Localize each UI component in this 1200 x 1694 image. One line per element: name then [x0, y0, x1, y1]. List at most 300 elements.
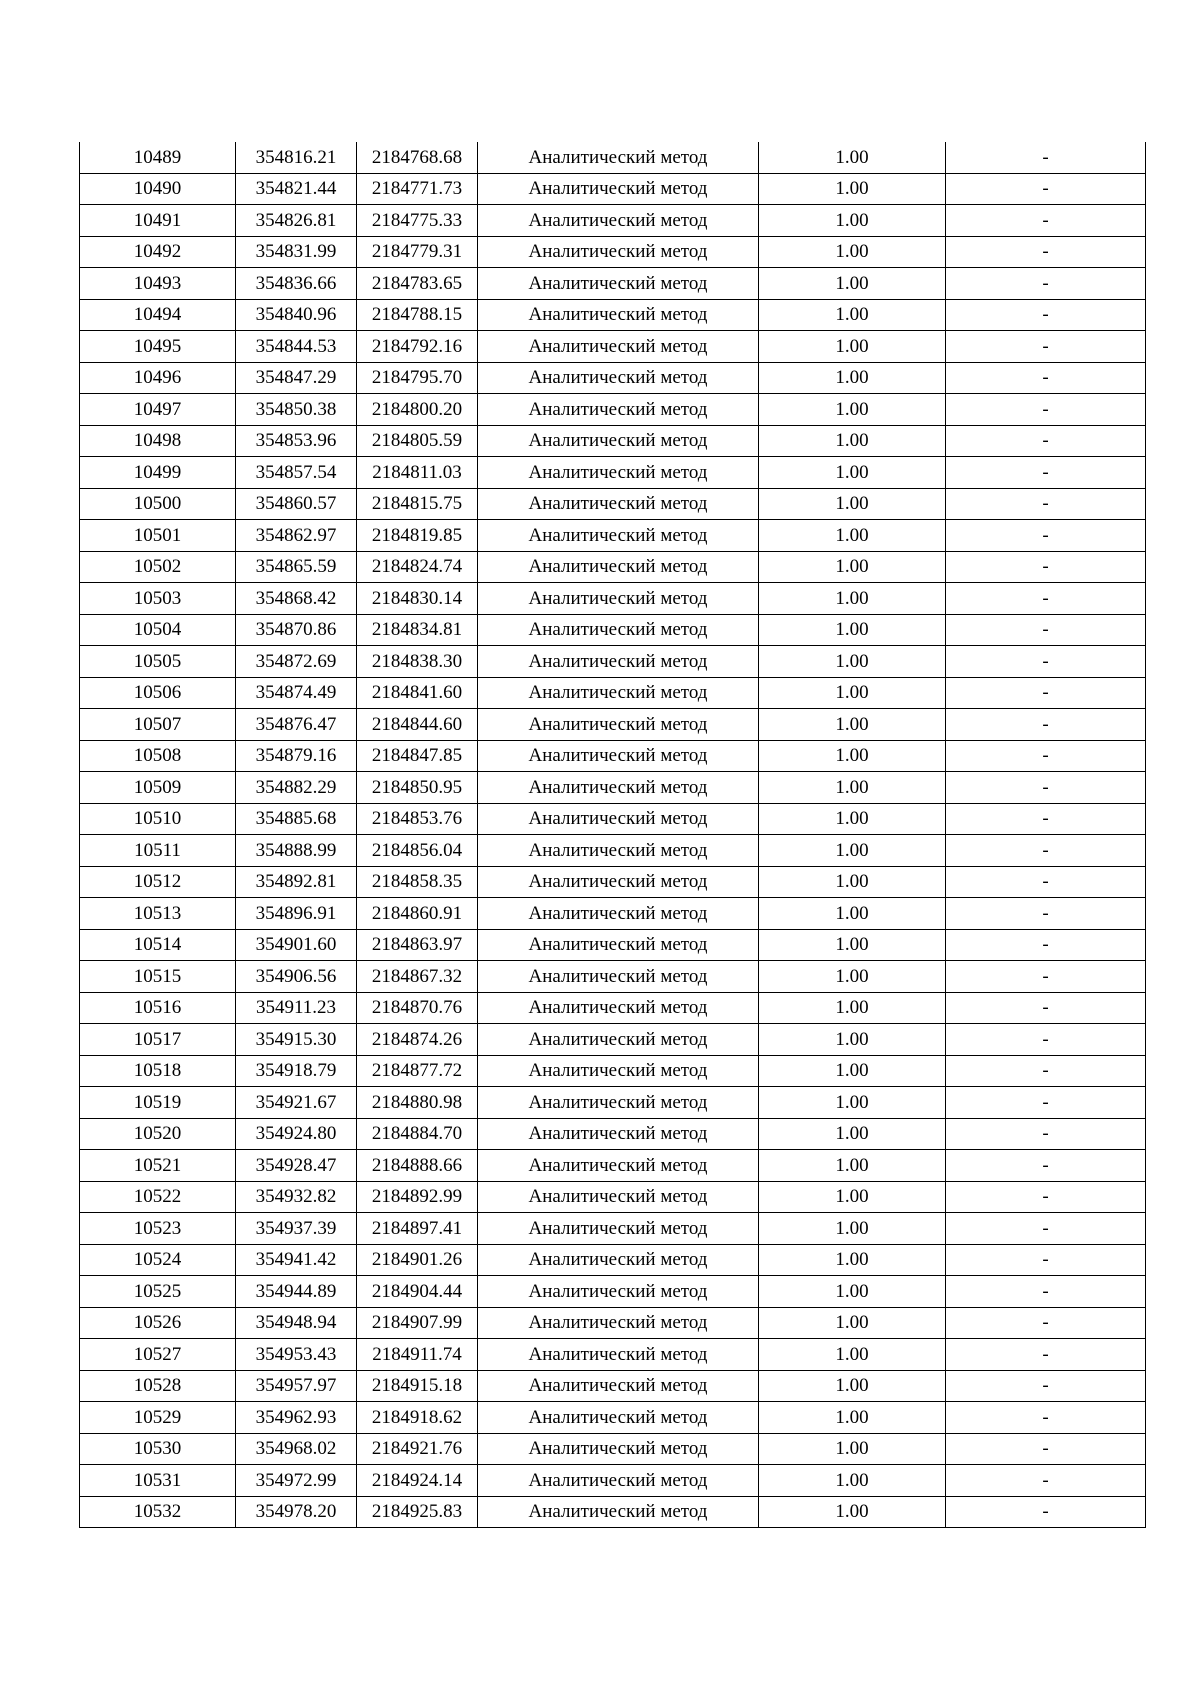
- accuracy-cell: 1.00: [759, 898, 946, 930]
- x-coordinate-cell: 354844.53: [236, 331, 357, 363]
- coordinates-table-body: [80, 142, 1146, 1528]
- table-row: [80, 709, 1146, 741]
- table-row: [80, 1181, 1146, 1213]
- x-coordinate-cell: 354876.47: [236, 709, 357, 741]
- point-number-cell: 10503: [80, 583, 236, 615]
- note-cell: -: [946, 992, 1146, 1024]
- method-cell: Аналитический метод: [478, 1213, 759, 1245]
- table-row: [80, 1055, 1146, 1087]
- accuracy-cell: 1.00: [759, 1370, 946, 1402]
- x-coordinate-cell: 354860.57: [236, 488, 357, 520]
- y-coordinate-cell: 2184911.74: [357, 1339, 478, 1371]
- y-coordinate-cell: 2184771.73: [357, 173, 478, 205]
- point-number-cell: 10499: [80, 457, 236, 489]
- table-row: [80, 1244, 1146, 1276]
- y-coordinate-cell: 2184907.99: [357, 1307, 478, 1339]
- method-cell: Аналитический метод: [478, 1370, 759, 1402]
- table-row: [80, 1213, 1146, 1245]
- table-row: [80, 1087, 1146, 1119]
- method-cell: Аналитический метод: [478, 551, 759, 583]
- note-cell: -: [946, 394, 1146, 426]
- point-number-cell: 10519: [80, 1087, 236, 1119]
- method-cell: Аналитический метод: [478, 1465, 759, 1497]
- note-cell: -: [946, 236, 1146, 268]
- x-coordinate-cell: 354915.30: [236, 1024, 357, 1056]
- method-cell: Аналитический метод: [478, 520, 759, 552]
- method-cell: Аналитический метод: [478, 1087, 759, 1119]
- accuracy-cell: 1.00: [759, 205, 946, 237]
- table-row: [80, 740, 1146, 772]
- accuracy-cell: 1.00: [759, 1433, 946, 1465]
- x-coordinate-cell: 354896.91: [236, 898, 357, 930]
- x-coordinate-cell: 354821.44: [236, 173, 357, 205]
- x-coordinate-cell: 354847.29: [236, 362, 357, 394]
- point-number-cell: 10520: [80, 1118, 236, 1150]
- y-coordinate-cell: 2184880.98: [357, 1087, 478, 1119]
- method-cell: Аналитический метод: [478, 1024, 759, 1056]
- note-cell: -: [946, 614, 1146, 646]
- method-cell: Аналитический метод: [478, 205, 759, 237]
- method-cell: Аналитический метод: [478, 142, 759, 173]
- note-cell: -: [946, 425, 1146, 457]
- point-number-cell: 10518: [80, 1055, 236, 1087]
- accuracy-cell: 1.00: [759, 646, 946, 678]
- point-number-cell: 10526: [80, 1307, 236, 1339]
- point-number-cell: 10491: [80, 205, 236, 237]
- point-number-cell: 10531: [80, 1465, 236, 1497]
- note-cell: -: [946, 929, 1146, 961]
- note-cell: -: [946, 835, 1146, 867]
- accuracy-cell: 1.00: [759, 1496, 946, 1528]
- table-row: [80, 331, 1146, 363]
- point-number-cell: 10522: [80, 1181, 236, 1213]
- note-cell: -: [946, 551, 1146, 583]
- x-coordinate-cell: 354840.96: [236, 299, 357, 331]
- y-coordinate-cell: 2184834.81: [357, 614, 478, 646]
- note-cell: -: [946, 1496, 1146, 1528]
- x-coordinate-cell: 354816.21: [236, 142, 357, 173]
- point-number-cell: 10496: [80, 362, 236, 394]
- y-coordinate-cell: 2184874.26: [357, 1024, 478, 1056]
- accuracy-cell: 1.00: [759, 709, 946, 741]
- accuracy-cell: 1.00: [759, 1213, 946, 1245]
- accuracy-cell: 1.00: [759, 677, 946, 709]
- note-cell: -: [946, 1213, 1146, 1245]
- x-coordinate-cell: 354872.69: [236, 646, 357, 678]
- point-number-cell: 10528: [80, 1370, 236, 1402]
- method-cell: Аналитический метод: [478, 1150, 759, 1182]
- method-cell: Аналитический метод: [478, 709, 759, 741]
- method-cell: Аналитический метод: [478, 677, 759, 709]
- accuracy-cell: 1.00: [759, 992, 946, 1024]
- y-coordinate-cell: 2184892.99: [357, 1181, 478, 1213]
- note-cell: -: [946, 1339, 1146, 1371]
- y-coordinate-cell: 2184856.04: [357, 835, 478, 867]
- method-cell: Аналитический метод: [478, 1496, 759, 1528]
- note-cell: -: [946, 1370, 1146, 1402]
- method-cell: Аналитический метод: [478, 646, 759, 678]
- point-number-cell: 10527: [80, 1339, 236, 1371]
- method-cell: Аналитический метод: [478, 961, 759, 993]
- point-number-cell: 10494: [80, 299, 236, 331]
- method-cell: Аналитический метод: [478, 1402, 759, 1434]
- table-row: [80, 646, 1146, 678]
- accuracy-cell: 1.00: [759, 1465, 946, 1497]
- x-coordinate-cell: 354937.39: [236, 1213, 357, 1245]
- y-coordinate-cell: 2184867.32: [357, 961, 478, 993]
- accuracy-cell: 1.00: [759, 929, 946, 961]
- table-row: [80, 1118, 1146, 1150]
- x-coordinate-cell: 354853.96: [236, 425, 357, 457]
- accuracy-cell: 1.00: [759, 425, 946, 457]
- method-cell: Аналитический метод: [478, 268, 759, 300]
- y-coordinate-cell: 2184788.15: [357, 299, 478, 331]
- accuracy-cell: 1.00: [759, 551, 946, 583]
- point-number-cell: 10514: [80, 929, 236, 961]
- point-number-cell: 10516: [80, 992, 236, 1024]
- y-coordinate-cell: 2184815.75: [357, 488, 478, 520]
- note-cell: -: [946, 1465, 1146, 1497]
- point-number-cell: 10489: [80, 142, 236, 173]
- x-coordinate-cell: 354911.23: [236, 992, 357, 1024]
- x-coordinate-cell: 354870.86: [236, 614, 357, 646]
- accuracy-cell: 1.00: [759, 583, 946, 615]
- x-coordinate-cell: 354836.66: [236, 268, 357, 300]
- x-coordinate-cell: 354906.56: [236, 961, 357, 993]
- x-coordinate-cell: 354885.68: [236, 803, 357, 835]
- point-number-cell: 10525: [80, 1276, 236, 1308]
- table-row: [80, 457, 1146, 489]
- x-coordinate-cell: 354962.93: [236, 1402, 357, 1434]
- method-cell: Аналитический метод: [478, 488, 759, 520]
- point-number-cell: 10517: [80, 1024, 236, 1056]
- y-coordinate-cell: 2184858.35: [357, 866, 478, 898]
- x-coordinate-cell: 354857.54: [236, 457, 357, 489]
- accuracy-cell: 1.00: [759, 362, 946, 394]
- method-cell: Аналитический метод: [478, 772, 759, 804]
- accuracy-cell: 1.00: [759, 394, 946, 426]
- x-coordinate-cell: 354944.89: [236, 1276, 357, 1308]
- accuracy-cell: 1.00: [759, 488, 946, 520]
- note-cell: -: [946, 457, 1146, 489]
- table-row: [80, 1496, 1146, 1528]
- table-row: [80, 1307, 1146, 1339]
- note-cell: -: [946, 1150, 1146, 1182]
- table-row: [80, 1339, 1146, 1371]
- note-cell: -: [946, 1244, 1146, 1276]
- point-number-cell: 10510: [80, 803, 236, 835]
- x-coordinate-cell: 354921.67: [236, 1087, 357, 1119]
- table-row: [80, 394, 1146, 426]
- point-number-cell: 10505: [80, 646, 236, 678]
- y-coordinate-cell: 2184904.44: [357, 1276, 478, 1308]
- x-coordinate-cell: 354874.49: [236, 677, 357, 709]
- table-row: [80, 866, 1146, 898]
- accuracy-cell: 1.00: [759, 866, 946, 898]
- table-row: [80, 205, 1146, 237]
- x-coordinate-cell: 354924.80: [236, 1118, 357, 1150]
- accuracy-cell: 1.00: [759, 142, 946, 173]
- table-row: [80, 425, 1146, 457]
- point-number-cell: 10529: [80, 1402, 236, 1434]
- accuracy-cell: 1.00: [759, 1055, 946, 1087]
- accuracy-cell: 1.00: [759, 1118, 946, 1150]
- y-coordinate-cell: 2184779.31: [357, 236, 478, 268]
- accuracy-cell: 1.00: [759, 614, 946, 646]
- note-cell: -: [946, 1276, 1146, 1308]
- method-cell: Аналитический метод: [478, 1244, 759, 1276]
- accuracy-cell: 1.00: [759, 1150, 946, 1182]
- note-cell: -: [946, 583, 1146, 615]
- point-number-cell: 10504: [80, 614, 236, 646]
- note-cell: -: [946, 709, 1146, 741]
- note-cell: -: [946, 1307, 1146, 1339]
- x-coordinate-cell: 354879.16: [236, 740, 357, 772]
- accuracy-cell: 1.00: [759, 1024, 946, 1056]
- x-coordinate-cell: 354901.60: [236, 929, 357, 961]
- method-cell: Аналитический метод: [478, 740, 759, 772]
- accuracy-cell: 1.00: [759, 268, 946, 300]
- note-cell: -: [946, 268, 1146, 300]
- point-number-cell: 10530: [80, 1433, 236, 1465]
- table-row: [80, 142, 1146, 173]
- y-coordinate-cell: 2184775.33: [357, 205, 478, 237]
- x-coordinate-cell: 354888.99: [236, 835, 357, 867]
- note-cell: -: [946, 772, 1146, 804]
- accuracy-cell: 1.00: [759, 1181, 946, 1213]
- accuracy-cell: 1.00: [759, 331, 946, 363]
- point-number-cell: 10513: [80, 898, 236, 930]
- table-row: [80, 173, 1146, 205]
- table-row: [80, 1465, 1146, 1497]
- point-number-cell: 10497: [80, 394, 236, 426]
- note-cell: -: [946, 362, 1146, 394]
- point-number-cell: 10498: [80, 425, 236, 457]
- accuracy-cell: 1.00: [759, 772, 946, 804]
- y-coordinate-cell: 2184844.60: [357, 709, 478, 741]
- y-coordinate-cell: 2184853.76: [357, 803, 478, 835]
- x-coordinate-cell: 354868.42: [236, 583, 357, 615]
- table-row: [80, 362, 1146, 394]
- note-cell: -: [946, 646, 1146, 678]
- y-coordinate-cell: 2184795.70: [357, 362, 478, 394]
- x-coordinate-cell: 354862.97: [236, 520, 357, 552]
- note-cell: -: [946, 866, 1146, 898]
- accuracy-cell: 1.00: [759, 803, 946, 835]
- method-cell: Аналитический метод: [478, 362, 759, 394]
- method-cell: Аналитический метод: [478, 1055, 759, 1087]
- table-row: [80, 1024, 1146, 1056]
- method-cell: Аналитический метод: [478, 1118, 759, 1150]
- table-row: [80, 1370, 1146, 1402]
- accuracy-cell: 1.00: [759, 520, 946, 552]
- point-number-cell: 10501: [80, 520, 236, 552]
- y-coordinate-cell: 2184768.68: [357, 142, 478, 173]
- y-coordinate-cell: 2184860.91: [357, 898, 478, 930]
- y-coordinate-cell: 2184800.20: [357, 394, 478, 426]
- method-cell: Аналитический метод: [478, 803, 759, 835]
- note-cell: -: [946, 1055, 1146, 1087]
- y-coordinate-cell: 2184924.14: [357, 1465, 478, 1497]
- x-coordinate-cell: 354826.81: [236, 205, 357, 237]
- table-row: [80, 583, 1146, 615]
- point-number-cell: 10515: [80, 961, 236, 993]
- method-cell: Аналитический метод: [478, 299, 759, 331]
- y-coordinate-cell: 2184870.76: [357, 992, 478, 1024]
- table-row: [80, 772, 1146, 804]
- method-cell: Аналитический метод: [478, 1433, 759, 1465]
- accuracy-cell: 1.00: [759, 299, 946, 331]
- y-coordinate-cell: 2184783.65: [357, 268, 478, 300]
- accuracy-cell: 1.00: [759, 1307, 946, 1339]
- method-cell: Аналитический метод: [478, 425, 759, 457]
- accuracy-cell: 1.00: [759, 457, 946, 489]
- table-row: [80, 614, 1146, 646]
- method-cell: Аналитический метод: [478, 1181, 759, 1213]
- table-row: [80, 992, 1146, 1024]
- x-coordinate-cell: 354892.81: [236, 866, 357, 898]
- x-coordinate-cell: 354918.79: [236, 1055, 357, 1087]
- method-cell: Аналитический метод: [478, 866, 759, 898]
- x-coordinate-cell: 354928.47: [236, 1150, 357, 1182]
- x-coordinate-cell: 354850.38: [236, 394, 357, 426]
- table-row: [80, 803, 1146, 835]
- y-coordinate-cell: 2184847.85: [357, 740, 478, 772]
- table-row: [80, 1276, 1146, 1308]
- x-coordinate-cell: 354978.20: [236, 1496, 357, 1528]
- point-number-cell: 10492: [80, 236, 236, 268]
- method-cell: Аналитический метод: [478, 173, 759, 205]
- accuracy-cell: 1.00: [759, 961, 946, 993]
- y-coordinate-cell: 2184918.62: [357, 1402, 478, 1434]
- accuracy-cell: 1.00: [759, 740, 946, 772]
- method-cell: Аналитический метод: [478, 835, 759, 867]
- note-cell: -: [946, 488, 1146, 520]
- table-row: [80, 268, 1146, 300]
- note-cell: -: [946, 1402, 1146, 1434]
- accuracy-cell: 1.00: [759, 1402, 946, 1434]
- y-coordinate-cell: 2184792.16: [357, 331, 478, 363]
- y-coordinate-cell: 2184819.85: [357, 520, 478, 552]
- note-cell: -: [946, 142, 1146, 173]
- point-number-cell: 10500: [80, 488, 236, 520]
- point-number-cell: 10524: [80, 1244, 236, 1276]
- accuracy-cell: 1.00: [759, 1339, 946, 1371]
- y-coordinate-cell: 2184915.18: [357, 1370, 478, 1402]
- note-cell: -: [946, 299, 1146, 331]
- method-cell: Аналитический метод: [478, 457, 759, 489]
- method-cell: Аналитический метод: [478, 1339, 759, 1371]
- table-row: [80, 520, 1146, 552]
- table-row: [80, 299, 1146, 331]
- point-number-cell: 10506: [80, 677, 236, 709]
- table-row: [80, 488, 1146, 520]
- note-cell: -: [946, 1118, 1146, 1150]
- method-cell: Аналитический метод: [478, 394, 759, 426]
- point-number-cell: 10532: [80, 1496, 236, 1528]
- point-number-cell: 10502: [80, 551, 236, 583]
- coordinates-table: [79, 142, 1146, 1528]
- y-coordinate-cell: 2184824.74: [357, 551, 478, 583]
- table-row: [80, 835, 1146, 867]
- method-cell: Аналитический метод: [478, 331, 759, 363]
- point-number-cell: 10512: [80, 866, 236, 898]
- x-coordinate-cell: 354865.59: [236, 551, 357, 583]
- method-cell: Аналитический метод: [478, 583, 759, 615]
- point-number-cell: 10521: [80, 1150, 236, 1182]
- accuracy-cell: 1.00: [759, 1087, 946, 1119]
- table-row: [80, 1150, 1146, 1182]
- x-coordinate-cell: 354831.99: [236, 236, 357, 268]
- x-coordinate-cell: 354882.29: [236, 772, 357, 804]
- y-coordinate-cell: 2184888.66: [357, 1150, 478, 1182]
- note-cell: -: [946, 331, 1146, 363]
- table-row: [80, 1402, 1146, 1434]
- note-cell: -: [946, 1181, 1146, 1213]
- table-row: [80, 1433, 1146, 1465]
- y-coordinate-cell: 2184805.59: [357, 425, 478, 457]
- y-coordinate-cell: 2184838.30: [357, 646, 478, 678]
- x-coordinate-cell: 354941.42: [236, 1244, 357, 1276]
- point-number-cell: 10508: [80, 740, 236, 772]
- method-cell: Аналитический метод: [478, 236, 759, 268]
- y-coordinate-cell: 2184901.26: [357, 1244, 478, 1276]
- method-cell: Аналитический метод: [478, 1307, 759, 1339]
- accuracy-cell: 1.00: [759, 173, 946, 205]
- table-row: [80, 551, 1146, 583]
- note-cell: -: [946, 205, 1146, 237]
- point-number-cell: 10523: [80, 1213, 236, 1245]
- note-cell: -: [946, 961, 1146, 993]
- y-coordinate-cell: 2184921.76: [357, 1433, 478, 1465]
- y-coordinate-cell: 2184863.97: [357, 929, 478, 961]
- method-cell: Аналитический метод: [478, 992, 759, 1024]
- y-coordinate-cell: 2184897.41: [357, 1213, 478, 1245]
- point-number-cell: 10507: [80, 709, 236, 741]
- x-coordinate-cell: 354968.02: [236, 1433, 357, 1465]
- point-number-cell: 10509: [80, 772, 236, 804]
- point-number-cell: 10495: [80, 331, 236, 363]
- point-number-cell: 10493: [80, 268, 236, 300]
- x-coordinate-cell: 354957.97: [236, 1370, 357, 1402]
- note-cell: -: [946, 677, 1146, 709]
- accuracy-cell: 1.00: [759, 835, 946, 867]
- note-cell: -: [946, 1087, 1146, 1119]
- method-cell: Аналитический метод: [478, 929, 759, 961]
- table-row: [80, 929, 1146, 961]
- note-cell: -: [946, 1433, 1146, 1465]
- y-coordinate-cell: 2184841.60: [357, 677, 478, 709]
- note-cell: -: [946, 898, 1146, 930]
- method-cell: Аналитический метод: [478, 614, 759, 646]
- y-coordinate-cell: 2184925.83: [357, 1496, 478, 1528]
- accuracy-cell: 1.00: [759, 236, 946, 268]
- note-cell: -: [946, 1024, 1146, 1056]
- y-coordinate-cell: 2184877.72: [357, 1055, 478, 1087]
- point-number-cell: 10511: [80, 835, 236, 867]
- method-cell: Аналитический метод: [478, 1276, 759, 1308]
- x-coordinate-cell: 354972.99: [236, 1465, 357, 1497]
- y-coordinate-cell: 2184811.03: [357, 457, 478, 489]
- table-row: [80, 236, 1146, 268]
- accuracy-cell: 1.00: [759, 1244, 946, 1276]
- y-coordinate-cell: 2184850.95: [357, 772, 478, 804]
- table-row: [80, 898, 1146, 930]
- note-cell: -: [946, 740, 1146, 772]
- accuracy-cell: 1.00: [759, 1276, 946, 1308]
- note-cell: -: [946, 520, 1146, 552]
- note-cell: -: [946, 803, 1146, 835]
